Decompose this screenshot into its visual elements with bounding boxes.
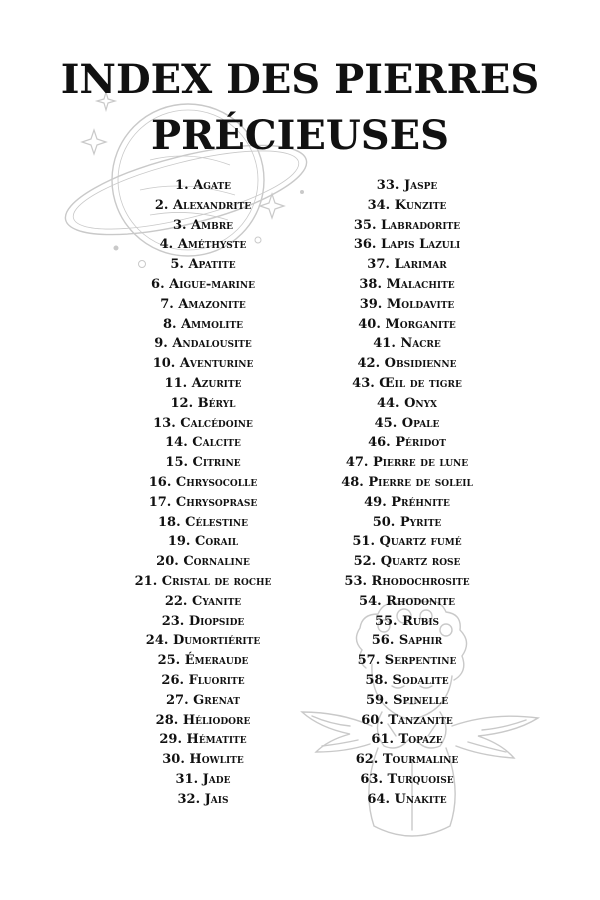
page-title-line-1: INDEX DES PIERRES [60, 56, 540, 103]
stone-list-item: 38. Malachite [359, 276, 455, 292]
stone-list-item: 39. Moldavite [359, 296, 455, 312]
stone-list-item: 28. Héliodore [155, 712, 251, 728]
stone-list-item: 52. Quartz rose [353, 554, 461, 570]
stone-list-item: 12. Béryl [170, 395, 236, 411]
stone-list-item: 20. Cornaline [156, 554, 250, 570]
stone-list-item: 18. Célestine [157, 514, 249, 530]
page-title [0, 52, 600, 164]
stone-list-item: 36. Lapis Lazuli [353, 237, 461, 253]
stone-list-item: 7. Amazonite [160, 296, 246, 312]
stone-list-item: 63. Turquoise [360, 771, 454, 787]
stone-list-item: 19. Corail [167, 534, 239, 550]
stone-list-item: 26. Fluorite [161, 672, 245, 688]
stone-list-item: 41. Nacre [373, 336, 441, 352]
stone-list-item: 10. Aventurine [152, 356, 254, 372]
stone-list-item: 49. Préhnite [364, 494, 450, 510]
stone-list-item: 59. Spinelle [365, 692, 449, 708]
stone-list-item: 51. Quartz fumé [352, 534, 462, 550]
stone-list-item: 24. Dumortiérite [145, 633, 261, 649]
stone-list-item: 9. Andalousite [154, 336, 252, 352]
stone-list-item: 64. Unakite [367, 791, 447, 807]
stone-list-item: 54. Rhodonite [359, 593, 455, 609]
stone-list-item: 25. Émeraude [157, 653, 249, 669]
stone-list-item: 27. Grenat [166, 692, 240, 708]
stone-list-item: 48. Pierre de soleil [341, 474, 473, 490]
stone-list-item: 17. Chrysoprase [148, 494, 258, 510]
stone-list-item: 45. Opale [374, 415, 440, 431]
stone-list-item: 47. Pierre de lune [345, 455, 469, 471]
stone-list-item: 57. Serpentine [357, 653, 457, 669]
stone-list-item: 23. Diopside [161, 613, 245, 629]
page-title-line-2: PRÉCIEUSES [151, 112, 449, 159]
stone-list-item: 5. Apatite [170, 257, 236, 273]
stone-list-item: 34. Kunzite [367, 197, 447, 213]
stone-list-left [88, 176, 318, 810]
stone-list-item: 11. Azurite [164, 375, 242, 391]
stone-list-item: 50. Pyrite [372, 514, 442, 530]
stone-list-item: 6. Aigue-marine [151, 276, 255, 292]
stone-list-right [292, 176, 522, 810]
stone-list-item: 53. Rhodochrosite [344, 573, 470, 589]
stone-list-item: 13. Calcédoine [153, 415, 253, 431]
stone-list-item: 61. Topaze [371, 732, 443, 748]
stone-list-item: 46. Péridot [368, 435, 446, 451]
stone-list-item: 3. Ambre [172, 217, 234, 233]
stone-list-item: 62. Tourmaline [355, 752, 459, 768]
stone-list-item: 55. Rubis [374, 613, 440, 629]
stone-list-item: 8. Ammolite [162, 316, 244, 332]
stone-list-item: 58. Sodalite [365, 672, 449, 688]
stone-list-item: 4. Améthyste [159, 237, 247, 253]
stone-list-item: 32. Jais [177, 791, 229, 807]
stone-list-item: 31. Jade [175, 771, 231, 787]
stone-list-item: 37. Larimar [367, 257, 447, 273]
stone-list-item: 29. Hématite [159, 732, 247, 748]
stone-list-item: 2. Alexandrite [154, 197, 252, 213]
stone-list-item: 43. Œil de tigre [352, 375, 462, 391]
stone-list-item: 1. Agate [175, 178, 231, 193]
stone-list-item: 60. Tanzanite [361, 712, 453, 728]
stone-list-item: 21. Cristal de roche [134, 573, 272, 589]
stone-list-item: 40. Morganite [358, 316, 456, 332]
stone-list-item: 42. Obsidienne [357, 356, 457, 372]
stone-list-item: 35. Labradorite [353, 217, 461, 233]
stone-list-item: 44. Onyx [376, 395, 438, 411]
stone-list-item: 56. Saphir [371, 633, 443, 649]
stone-list-item: 16. Chrysocolle [148, 474, 258, 490]
stone-list-item: 30. Howlite [162, 752, 244, 768]
stone-list-item: 15. Citrine [165, 455, 241, 471]
stone-list-item: 33. Jaspe [376, 178, 438, 193]
stone-list-item: 14. Calcite [165, 435, 241, 451]
stone-list-item: 22. Cyanite [164, 593, 242, 609]
